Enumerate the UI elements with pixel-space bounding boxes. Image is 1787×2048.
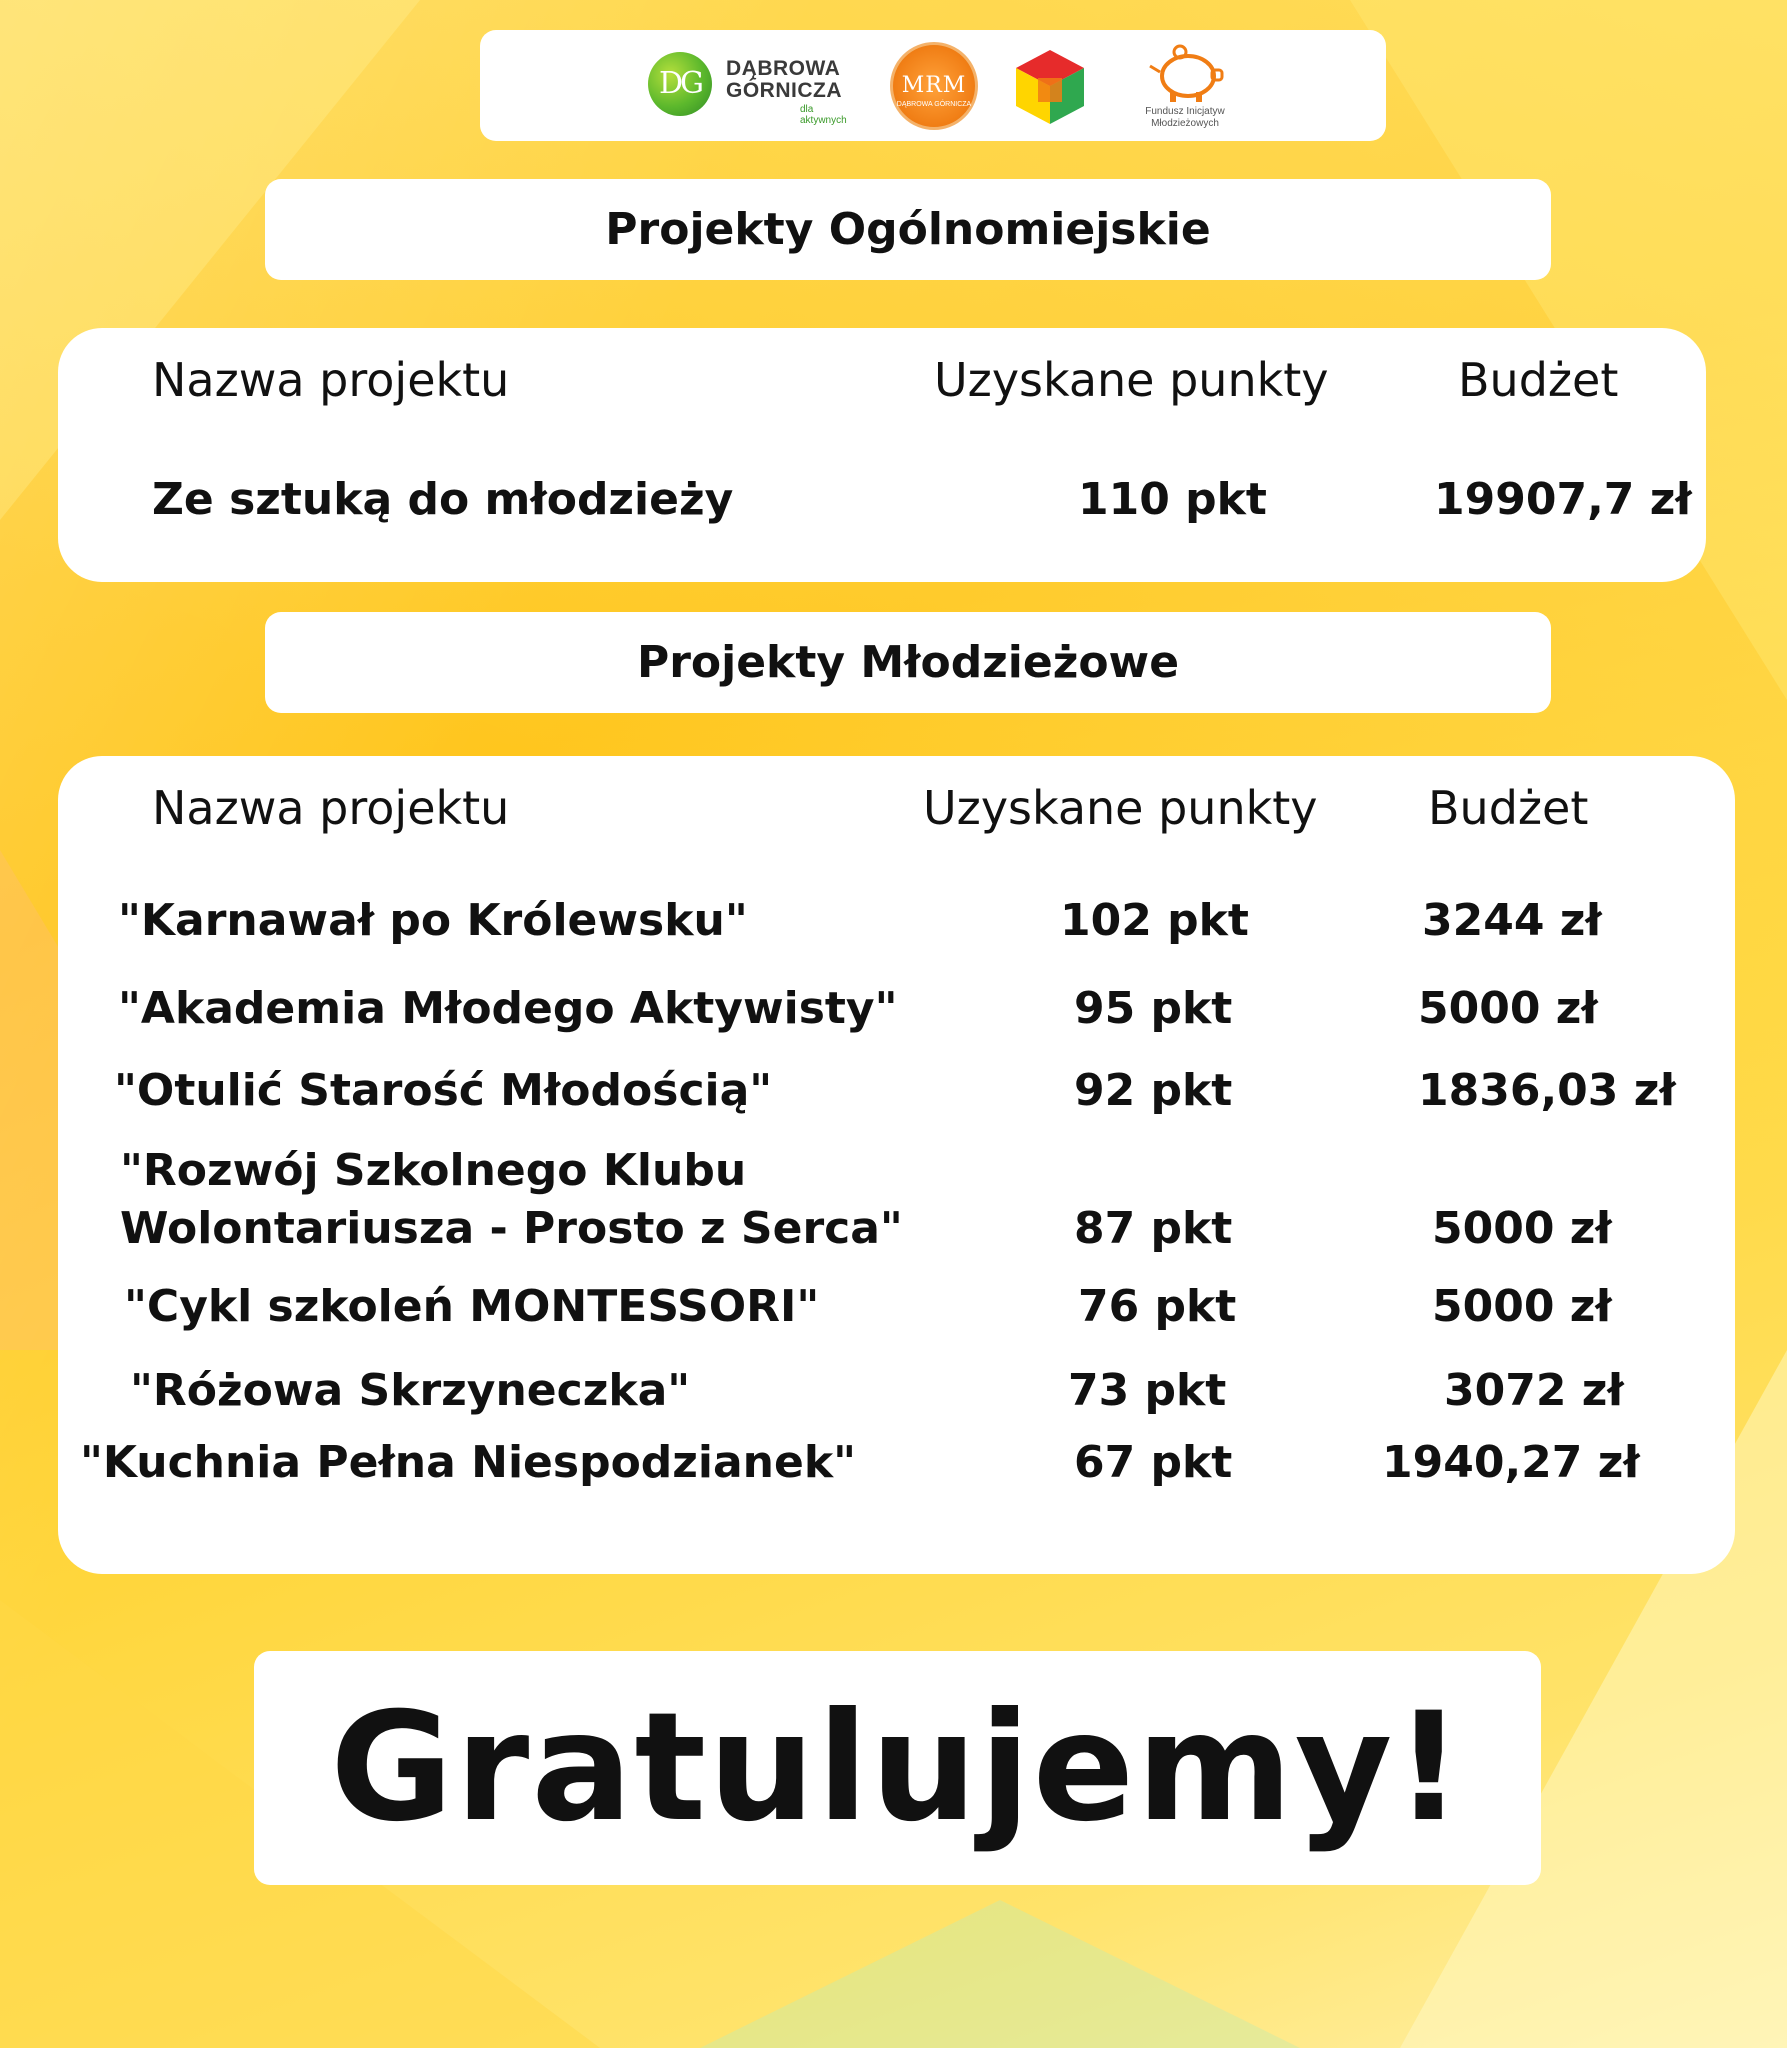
section-title-youth: Projekty Młodzieżowe (636, 637, 1180, 688)
column-header-points: Uzyskane punkty (934, 353, 1329, 407)
project-budget: 5000 zł (1418, 983, 1598, 1034)
congratulations-banner (254, 1651, 1541, 1885)
column-header-points: Uzyskane punkty (923, 781, 1318, 835)
project-name-line2: Wolontariusza - Prosto z Serca" (120, 1203, 903, 1254)
project-budget: 1940,27 zł (1382, 1437, 1640, 1488)
project-budget: 19907,7 zł (1434, 474, 1692, 525)
project-name-line1: "Rozwój Szkolnego Klubu (120, 1145, 747, 1196)
project-points: 102 pkt (1060, 895, 1249, 946)
mrm-logo-text: MRM (901, 73, 967, 98)
project-name: "Różowa Skrzyneczka" (130, 1365, 691, 1416)
project-budget: 5000 zł (1432, 1281, 1612, 1332)
column-header-name: Nazwa projektu (152, 781, 510, 835)
column-header-budget: Budżet (1458, 353, 1619, 407)
column-header-name: Nazwa projektu (152, 353, 510, 407)
project-name: Ze sztuką do młodzieży (152, 474, 734, 525)
dg-tagline: dla aktywnych (800, 104, 847, 126)
mrm-logo-subtext: DĄBROWA GÓRNICZA (896, 101, 972, 108)
project-points: 76 pkt (1078, 1281, 1237, 1332)
project-budget: 3072 zł (1444, 1365, 1624, 1416)
project-name: "Karnawał po Królewsku" (118, 895, 748, 946)
mrm-logo (890, 42, 978, 130)
fundusz-inicjatyw-logo (1130, 42, 1240, 132)
logo-bar (480, 30, 1386, 141)
piggy-bank-icon (1130, 42, 1240, 104)
project-points: 73 pkt (1068, 1365, 1227, 1416)
column-header-budget: Budżet (1428, 781, 1589, 835)
project-name: "Otulić Starość Młodością" (114, 1065, 773, 1116)
project-budget: 3244 zł (1422, 895, 1602, 946)
background-facet (700, 1900, 1300, 2048)
project-points: 110 pkt (1078, 474, 1267, 525)
project-points: 92 pkt (1074, 1065, 1233, 1116)
dg-monogram-icon: DG (648, 52, 712, 116)
fij-name-line1: Fundusz Inicjatyw (1145, 106, 1225, 117)
project-points: 67 pkt (1074, 1437, 1233, 1488)
colorful-cube-logo-icon (1008, 44, 1092, 128)
section-title-city: Projekty Ogólnomiejskie (605, 204, 1211, 255)
fij-name-line2: Młodzieżowych (1151, 118, 1219, 129)
project-budget: 5000 zł (1432, 1203, 1612, 1254)
congratulations-text: Gratulujemy! (330, 1681, 1465, 1855)
project-budget: 1836,03 zł (1418, 1065, 1676, 1116)
project-points: 95 pkt (1074, 983, 1233, 1034)
project-name: "Akademia Młodego Aktywisty" (118, 983, 898, 1034)
section-header-youth (265, 612, 1551, 713)
project-name: "Cykl szkoleń MONTESSORI" (124, 1281, 820, 1332)
dg-name-line2: GÓRNICZA (726, 79, 842, 102)
youth-projects-table (58, 756, 1735, 1574)
project-points: 87 pkt (1074, 1203, 1233, 1254)
project-name: "Kuchnia Pełna Niespodzianek" (80, 1437, 857, 1488)
dg-name-line1: DĄBROWA (726, 57, 841, 80)
city-projects-table (58, 328, 1706, 582)
section-header-city (265, 179, 1551, 280)
dabrowa-gornicza-logo (648, 52, 848, 126)
